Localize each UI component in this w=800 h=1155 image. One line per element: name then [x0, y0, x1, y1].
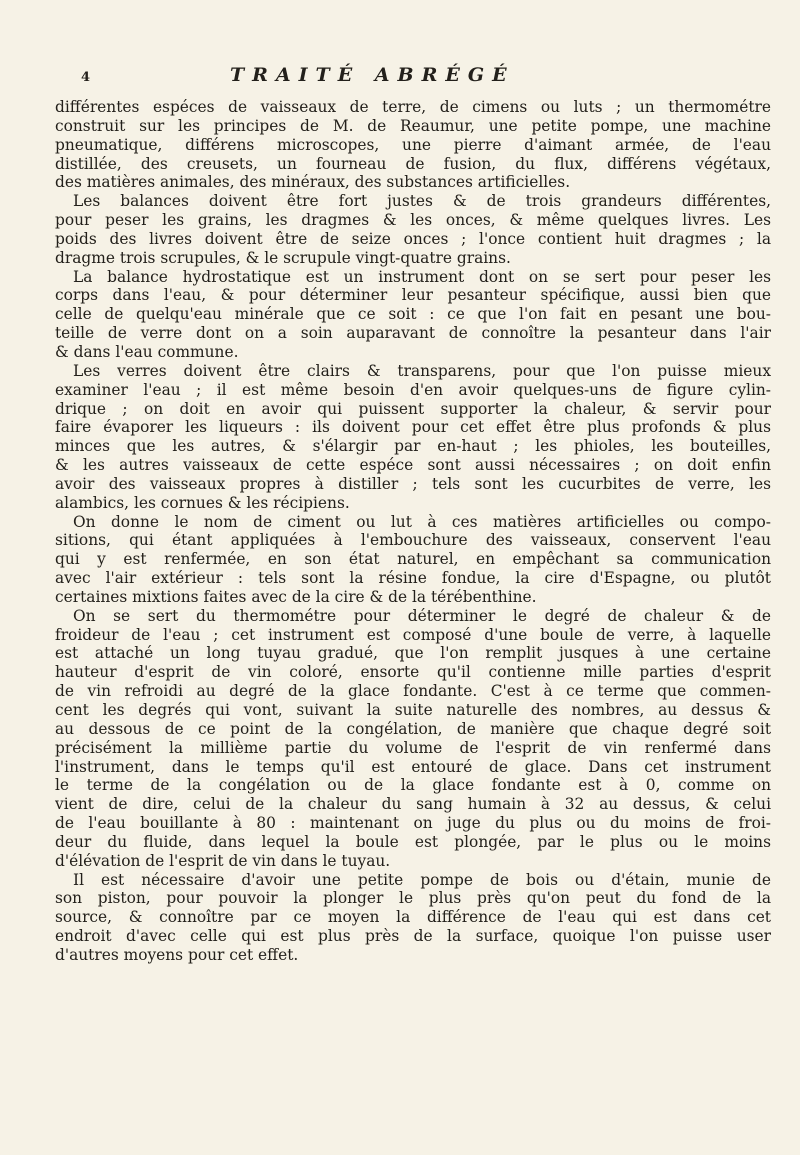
text-line: l'instrument, dans le temps qu'il est entouré de glace. Dans cet instrument: [55, 757, 771, 776]
text-line: construit sur les principes de M. de Reaumur, une petite pompe, une machine: [55, 116, 771, 135]
text-line: examiner l'eau ; il est même besoin d'en avoir quelques-uns de figure cylin-: [55, 380, 771, 399]
page-number: 4: [81, 70, 91, 85]
text-line: le terme de la congélation ou de la glace fondante est à 0, comme on: [55, 776, 771, 795]
text-line: précisément la millième partie du volume de l'esprit de vin renfermé dans: [55, 738, 771, 757]
text-line: On donne le nom de ciment ou lut à ces matières artificielles ou compo-: [73, 512, 771, 531]
text-line: différentes espéces de vaisseaux de terre, de cimens ou luts ; un thermométre: [55, 98, 771, 116]
text-line: celle de quelqu'eau minérale que ce soit : ce que l'on fait en pesant une bou-: [55, 305, 771, 324]
text-line: & dans l'eau commune.: [55, 342, 239, 361]
text-line: sitions, qui étant appliquées à l'embouchure des vaisseaux, conservent l'eau: [55, 531, 771, 550]
text-line: distillée, des creusets, un fourneau de fusion, du flux, différens végétaux,: [55, 154, 771, 173]
text-line: & les autres vaisseaux de cette espéce sont aussi nécessaires ; on doit enfin: [55, 456, 771, 475]
text-line: d'autres moyens pour cet effet.: [55, 945, 299, 964]
text-line: alambics, les cornues & les récipiens.: [55, 493, 350, 512]
text-line: pneumatique, différens microscopes, une pierre d'aimant armée, de l'eau: [55, 135, 771, 154]
text-line: faire évaporer les liqueurs : ils doivent pour cet effet être plus profonds & plus: [55, 418, 771, 437]
text-line: teille de verre dont on a soin auparavant de connoître la pesanteur dans l'air: [55, 324, 771, 343]
text-line: drique ; on doit en avoir qui puissent supporter la chaleur, & servir pour: [55, 399, 771, 418]
text-line: vient de dire, celui de la chaleur du sang humain à 32 au dessus, & celui: [55, 795, 771, 814]
text-line: est attaché un long tuyau gradué, que l'on remplit jusques à une certaine: [55, 644, 771, 663]
text-line: corps dans l'eau, & pour déterminer leur pesanteur spécifique, aussi bien que: [55, 286, 771, 305]
text-line: dragme trois scrupules, & le scrupule vingt-quatre grains.: [55, 248, 511, 267]
text-line: certaines mixtions faites avec de la cire & de la térébenthine.: [55, 587, 537, 606]
text-line: poids des livres doivent être de seize onces ; l'once contient huit dragmes ; la: [55, 229, 771, 248]
text-line: froideur de l'eau ; cet instrument est composé d'une boule de verre, à laquelle: [55, 625, 771, 644]
text-line: son piston, pour pouvoir la plonger le plus près qu'on peut du fond de la: [55, 889, 771, 908]
text-line: d'élévation de l'esprit de vin dans le tuyau.: [55, 851, 391, 870]
text-line: cent les degrés qui vont, suivant la suite naturelle des nombres, au dessus &: [55, 701, 771, 719]
text-line: endroit d'avec celle qui est plus près de la surface, quoique l'on puisse user: [55, 927, 771, 946]
text-line: avec l'air extérieur : tels sont la résine fondue, la cire d'Espagne, ou plutôt: [55, 569, 771, 588]
text-line: Il est nécessaire d'avoir une petite pompe de bois ou d'étain, munie de: [73, 870, 771, 889]
text-line: La balance hydrostatique est un instrument dont on se sert pour peser les: [73, 267, 771, 286]
text-line: minces que les autres, & s'élargir par en-haut ; les phioles, les bouteilles,: [55, 437, 771, 456]
text-line: au dessous de ce point de la congélation, de manière que chaque degré soit: [55, 719, 771, 738]
text-line: Les verres doivent être clairs & transparens, pour que l'on puisse mieux: [73, 361, 771, 380]
text-line: de vin refroidi au degré de la glace fondante. C'est à ce terme que commen-: [55, 682, 771, 701]
text-line: Les balances doivent être fort justes & de trois grandeurs différentes,: [73, 192, 771, 211]
text-line: qui y est renfermée, en son état naturel, en empêchant sa communication: [55, 550, 771, 569]
running-head: TRAITÉ ABRÉGÉ: [230, 64, 515, 86]
text-line: des matières animales, des minéraux, des substances artificielles.: [55, 173, 571, 192]
text-line: de l'eau bouillante à 80 : maintenant on juge du plus ou du moins de froi-: [55, 814, 771, 833]
body-text: [55, 98, 771, 965]
text-line: deur du fluide, dans lequel la boule est plongée, par le plus ou le moins: [55, 832, 771, 851]
text-line: hauteur d'esprit de vin coloré, ensorte qu'il contienne mille parties d'esprit: [55, 663, 771, 682]
text-line: source, & connoître par ce moyen la différence de l'eau qui est dans cet: [55, 908, 771, 927]
text-line: pour peser les grains, les dragmes & les onces, & même quelques livres. Les: [55, 211, 771, 230]
text-line: avoir des vaisseaux propres à distiller ; tels sont les cucurbites de verre, les: [55, 474, 771, 493]
text-line: On se sert du thermométre pour déterminer le degré de chaleur & de: [73, 606, 771, 625]
